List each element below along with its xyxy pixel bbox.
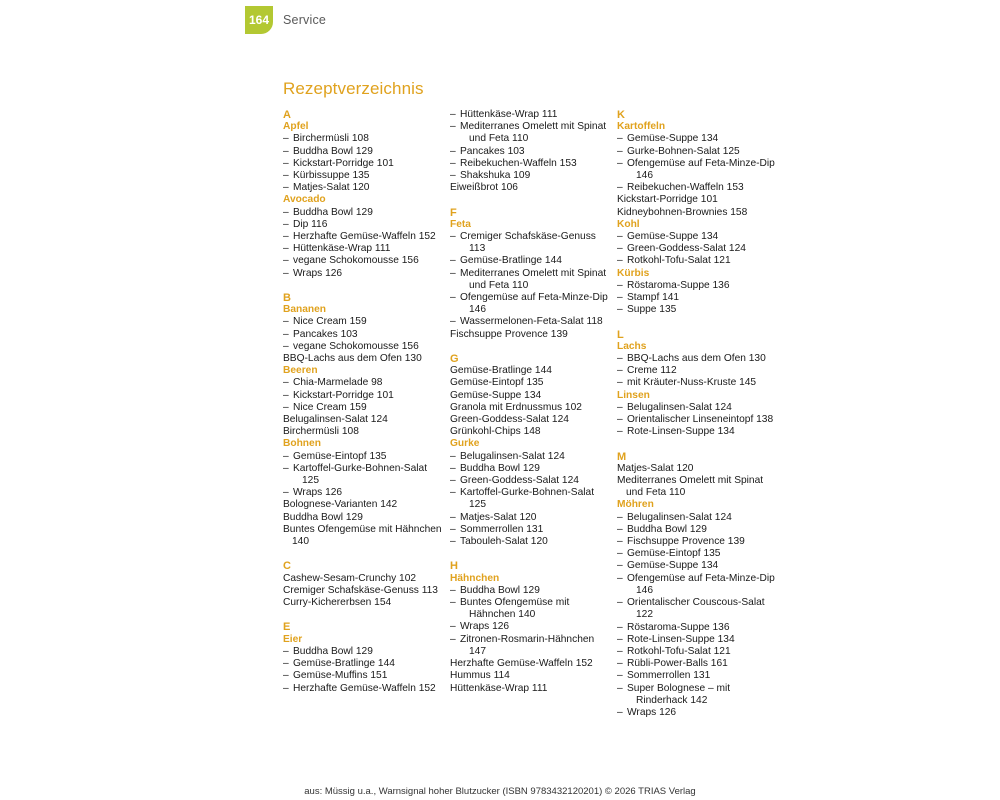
index-letter: H [450, 560, 458, 573]
dash-icon: – [283, 487, 289, 499]
dash-icon: – [283, 206, 289, 218]
index-subentry [283, 158, 443, 170]
index-subentry-text: Herzhafte Gemüse-Waffeln 152 [293, 682, 436, 694]
dash-icon: – [283, 243, 289, 255]
index-subentry-text: Röstaroma-Suppe 136 [627, 279, 730, 291]
dash-icon: – [283, 645, 289, 657]
index-subentry [283, 402, 443, 414]
dash-icon: – [283, 316, 289, 328]
index-subentry [450, 268, 610, 292]
index-subentry-text: Gemüse-Suppe 134 [627, 133, 719, 145]
index-subheading: Gurke [450, 438, 480, 450]
dash-icon: – [617, 572, 623, 584]
dash-icon: – [450, 316, 456, 328]
dash-icon: – [450, 292, 456, 304]
index-subentry [450, 109, 610, 121]
index-subentry [283, 231, 443, 243]
index-subentry-text: Rotkohl-Tofu-Salat 121 [627, 255, 731, 267]
index-subentry [283, 146, 443, 158]
index-column-2 [450, 109, 610, 695]
index-letter: E [283, 621, 291, 634]
index-subentry-text: Gemüse-Eintopf 135 [627, 548, 721, 560]
index-subheading: Möhren [617, 499, 654, 511]
index-subentry [617, 512, 777, 524]
dash-icon: – [283, 182, 289, 194]
index-subentry [617, 146, 777, 158]
index-subentry-text: Tabouleh-Salat 120 [460, 536, 548, 548]
index-subentry [283, 316, 443, 328]
dash-icon: – [617, 670, 623, 682]
index-subentry [450, 487, 610, 511]
index-subentry-text: Herzhafte Gemüse-Waffeln 152 [293, 231, 436, 243]
index-subentry-text: Gemüse-Bratlinge 144 [460, 255, 562, 267]
index-entry: Eiweißbrot 106 [450, 182, 518, 194]
dash-icon: – [450, 462, 456, 474]
dash-icon: – [450, 511, 456, 523]
index-subentry [283, 243, 443, 255]
index-subentry [617, 622, 777, 634]
index-letter: C [283, 560, 291, 573]
index-subentry [450, 597, 610, 621]
index-subentry [450, 463, 610, 475]
index-subheading: Lachs [617, 340, 647, 352]
index-subentry-text: Rotkohl-Tofu-Salat 121 [627, 645, 731, 657]
dash-icon: – [450, 255, 456, 267]
index-entry: Herzhafte Gemüse-Waffeln 152 [450, 658, 593, 670]
index-subentry [450, 634, 610, 658]
index-entry: Cremiger Schafskäse-Genuss 113 [283, 584, 438, 596]
index-subentry-text: Gemüse-Suppe 134 [627, 231, 719, 243]
index-subentry-text: Buntes Ofengemüse mit Hähnchen 140 [460, 597, 570, 621]
index-subentry [450, 475, 610, 487]
index-subentry [617, 280, 777, 292]
index-subentry-text: Mediterranes Omelett mit Spinat und Feta 110 [460, 267, 607, 291]
index-subentry-text: Matjes-Salat 120 [460, 511, 537, 523]
index-subentry [617, 536, 777, 548]
index-subentry [283, 268, 443, 280]
index-subentry-text: Wraps 126 [293, 267, 343, 279]
index-subentry [617, 255, 777, 267]
index-subentry-text: Fischsuppe Provence 139 [627, 536, 745, 548]
index-subentry [617, 365, 777, 377]
dash-icon: – [450, 584, 456, 596]
dash-icon: – [617, 511, 623, 523]
index-entry: Buntes Ofengemüse mit Hähnchen 140 [283, 523, 442, 548]
index-subentry-text: Kartoffel-Gurke-Bohnen-Salat 125 [460, 487, 595, 511]
index-entry: Gemüse-Bratlinge 144 [450, 365, 552, 377]
index-subentry [450, 316, 610, 328]
index-subentry-text: mit Kräuter-Nuss-Kruste 145 [627, 377, 757, 389]
dash-icon: – [283, 377, 289, 389]
index-subentry [283, 207, 443, 219]
index-subentry [617, 304, 777, 316]
index-subentry-text: Ofengemüse auf Feta-Minze-Dip 146 [460, 292, 608, 316]
dash-icon: – [617, 157, 623, 169]
index-subentry [283, 329, 443, 341]
index-subentry-text: Buddha Bowl 129 [460, 462, 540, 474]
index-subentry [283, 683, 443, 695]
index-entry: Belugalinsen-Salat 124 [283, 414, 388, 426]
index-subheading: Bananen [283, 304, 327, 316]
index-subentry [617, 560, 777, 572]
index-entry: Matjes-Salat 120 [617, 462, 694, 474]
page-number-tab [245, 6, 273, 34]
index-subentry-text: Stampf 141 [627, 292, 680, 304]
index-subentry-text: Buddha Bowl 129 [293, 206, 373, 218]
index-subentry [283, 255, 443, 267]
dash-icon: – [617, 231, 623, 243]
index-entry: Granola mit Erdnussmus 102 [450, 401, 582, 413]
index-subentry-text: Cremiger Schafskäse-Genuss 113 [460, 231, 596, 255]
index-entry: Hüttenkäse-Wrap 111 [450, 682, 548, 694]
index-subentry [617, 524, 777, 536]
index-subentry [450, 255, 610, 267]
dash-icon: – [283, 145, 289, 157]
index-subentry-text: vegane Schokomousse 156 [293, 255, 419, 267]
index-subentry [283, 170, 443, 182]
index-subentry-text: Rote-Linsen-Suppe 134 [627, 633, 735, 645]
index-subentry-text: Buddha Bowl 129 [293, 645, 373, 657]
index-subentry-text: Super Bolognese – mit Rinderhack 142 [627, 682, 731, 706]
index-entry: Bolognese-Varianten 142 [283, 499, 398, 511]
index-letter: L [617, 328, 624, 341]
index-entry: Gemüse-Eintopf 135 [450, 377, 544, 389]
index-subentry [450, 536, 610, 548]
dash-icon: – [617, 548, 623, 560]
index-subheading: Kartoffeln [617, 121, 666, 133]
index-subheading: Kohl [617, 218, 640, 230]
index-subentry [283, 646, 443, 658]
index-entry: Kickstart-Porridge 101 [617, 194, 718, 206]
index-subentry-text: Gemüse-Suppe 134 [627, 560, 719, 572]
index-subentry [617, 634, 777, 646]
index-subentry-text: Belugalinsen-Salat 124 [460, 450, 565, 462]
dash-icon: – [617, 523, 623, 535]
index-subentry-text: Sommerrollen 131 [460, 523, 544, 535]
index-subentry-text: Orientalischer Linseneintopf 138 [627, 414, 774, 426]
index-entry: Curry-Kichererbsen 154 [283, 597, 392, 609]
index-subentry [283, 487, 443, 499]
dash-icon: – [283, 170, 289, 182]
index-subentry [450, 585, 610, 597]
index-subentry-text: Nice Cream 159 [293, 401, 367, 413]
index-subentry-text: Ofengemüse auf Feta-Minze-Dip 146 [627, 157, 775, 182]
index-subentry [283, 463, 443, 487]
dash-icon: – [283, 267, 289, 279]
dash-icon: – [617, 536, 623, 548]
index-subentry-text: Sommerrollen 131 [627, 670, 711, 682]
index-letter: B [283, 292, 291, 305]
dash-icon: – [283, 389, 289, 401]
index-subentry-text: Shakshuka 109 [460, 170, 531, 182]
index-subentry [617, 133, 777, 145]
dash-icon: – [283, 658, 289, 670]
index-subheading: Linsen [617, 389, 650, 401]
section-title: Service [283, 13, 327, 27]
dash-icon: – [450, 621, 456, 633]
index-entry: BBQ-Lachs aus dem Ofen 130 [283, 353, 422, 365]
index-subentry [617, 548, 777, 560]
dash-icon: – [283, 328, 289, 340]
index-subentry-text: Hüttenkäse-Wrap 111 [293, 243, 391, 255]
index-subheading: Hähnchen [450, 572, 500, 584]
index-subentry [617, 158, 777, 182]
dash-icon: – [617, 401, 623, 413]
index-subentry [283, 133, 443, 145]
index-entry: Mediterranes Omelett mit Spinat und Feta 110 [617, 475, 764, 499]
dash-icon: – [283, 255, 289, 267]
index-subentry-text: Kickstart-Porridge 101 [293, 157, 394, 169]
index-entry: Cashew-Sesam-Crunchy 102 [283, 572, 417, 584]
index-letter: G [450, 353, 459, 366]
index-subentry-text: Buddha Bowl 129 [627, 523, 707, 535]
index-entry: Gemüse-Suppe 134 [450, 389, 542, 401]
dash-icon: – [450, 475, 456, 487]
dash-icon: – [617, 377, 623, 389]
index-subentry [450, 292, 610, 316]
index-subentry [617, 292, 777, 304]
dash-icon: – [283, 462, 289, 474]
index-subentry-text: Kürbissuppe 135 [293, 170, 370, 182]
index-subentry-text: Mediterranes Omelett mit Spinat und Feta 110 [460, 121, 607, 145]
index-subentry-text: Nice Cream 159 [293, 316, 367, 328]
index-letter: F [450, 206, 457, 219]
index-subentry [617, 182, 777, 194]
index-subentry-text: Rote-Linsen-Suppe 134 [627, 426, 735, 438]
dash-icon: – [283, 670, 289, 682]
dash-icon: – [617, 706, 623, 718]
index-entry: Hummus 114 [450, 670, 510, 682]
index-subentry-text: Chia-Marmelade 98 [293, 377, 383, 389]
index-subentry-text: vegane Schokomousse 156 [293, 340, 419, 352]
dash-icon: – [283, 682, 289, 694]
source-footer: aus: Müssig u.a., Warnsignal hoher Blutzucker (ISBN 9783432120201) © 2026 TRIAS Verlag [304, 786, 696, 797]
index-subentry-text: Zitronen-Rosmarin-Hähnchen 147 [460, 633, 595, 657]
index-subentry-text: Green-Goddess-Salat 124 [627, 243, 746, 255]
dash-icon: – [617, 597, 623, 609]
index-subentry-text: Gemüse-Muffins 151 [293, 670, 388, 682]
page-number: 164 [248, 13, 270, 27]
dash-icon: – [450, 536, 456, 548]
index-subentry-text: Wraps 126 [627, 706, 677, 718]
index-subentry-text: Suppe 135 [627, 304, 677, 316]
index-column-3 [617, 109, 777, 719]
dash-icon: – [450, 231, 456, 243]
dash-icon: – [617, 682, 623, 694]
index-subentry [450, 146, 610, 158]
index-subentry [617, 646, 777, 658]
index-subentry [450, 121, 610, 145]
index-subentry [283, 377, 443, 389]
dash-icon: – [617, 255, 623, 267]
dash-icon: – [617, 426, 623, 438]
dash-icon: – [617, 279, 623, 291]
dash-icon: – [450, 597, 456, 609]
index-subentry-text: Dip 116 [293, 218, 328, 230]
index-letter: K [617, 109, 625, 121]
index-entry: Grünkohl-Chips 148 [450, 426, 541, 438]
dash-icon: – [450, 109, 456, 120]
dash-icon: – [450, 145, 456, 157]
dash-icon: – [283, 450, 289, 462]
dash-icon: – [617, 365, 623, 377]
index-subentry-text: Reibekuchen-Waffeln 153 [460, 157, 577, 169]
index-column-1 [283, 109, 443, 695]
index-subentry [283, 658, 443, 670]
index-entry: Fischsuppe Provence 139 [450, 328, 568, 340]
dash-icon: – [617, 414, 623, 426]
index-subentry [617, 377, 777, 389]
dash-icon: – [283, 133, 289, 145]
dash-icon: – [450, 487, 456, 499]
index-subentry-text: Gurke-Bohnen-Salat 125 [627, 145, 740, 157]
index-subentry-text: Birchermüsli 108 [293, 133, 369, 145]
dash-icon: – [450, 121, 456, 133]
dash-icon: – [617, 645, 623, 657]
index-entry: Buddha Bowl 129 [283, 511, 363, 523]
dash-icon: – [617, 182, 623, 194]
index-subheading: Apfel [283, 121, 309, 133]
index-subentry [450, 621, 610, 633]
dash-icon: – [450, 450, 456, 462]
index-subentry-text: Ofengemüse auf Feta-Minze-Dip 146 [627, 572, 775, 596]
index-subentry-text: Reibekuchen-Waffeln 153 [627, 182, 744, 194]
index-subentry-text: BBQ-Lachs aus dem Ofen 130 [627, 353, 766, 365]
dash-icon: – [450, 633, 456, 645]
index-subentry [617, 658, 777, 670]
dash-icon: – [617, 292, 623, 304]
index-subentry [283, 390, 443, 402]
dash-icon: – [450, 170, 456, 182]
index-subentry-text: Kickstart-Porridge 101 [293, 389, 394, 401]
index-subentry-text: Matjes-Salat 120 [293, 182, 370, 194]
index-subentry-text: Buddha Bowl 129 [460, 584, 540, 596]
index-letter: A [283, 109, 291, 121]
index-entry: Green-Goddess-Salat 124 [450, 414, 569, 426]
index-subheading: Bohnen [283, 438, 321, 450]
index-subheading: Feta [450, 218, 471, 230]
index-subentry-text: Gemüse-Eintopf 135 [293, 450, 387, 462]
dash-icon: – [450, 267, 456, 279]
index-subentry [450, 524, 610, 536]
index-subheading: Beeren [283, 365, 318, 377]
index-subentry-text: Wraps 126 [460, 621, 510, 633]
dash-icon: – [617, 243, 623, 255]
index-subentry [617, 402, 777, 414]
index-subentry [283, 451, 443, 463]
index-subentry-text: Kartoffel-Gurke-Bohnen-Salat 125 [293, 462, 428, 487]
index-subentry [617, 353, 777, 365]
index-subheading: Eier [283, 633, 303, 645]
index-subentry [283, 219, 443, 231]
index-subentry [617, 670, 777, 682]
index-subentry-text: Buddha Bowl 129 [293, 145, 373, 157]
index-subentry-text: Green-Goddess-Salat 124 [460, 475, 579, 487]
index-subentry [450, 170, 610, 182]
index-subentry-text: Hüttenkäse-Wrap 111 [460, 109, 558, 120]
dash-icon: – [283, 401, 289, 413]
dash-icon: – [617, 304, 623, 316]
index-subentry-text: Orientalischer Couscous-Salat 122 [627, 597, 765, 621]
dash-icon: – [283, 157, 289, 169]
page-title: Rezeptverzeichnis [283, 79, 424, 98]
index-subentry [450, 158, 610, 170]
index-subentry-text: Creme 112 [627, 365, 677, 377]
index-subentry-text: Wraps 126 [293, 487, 343, 499]
dash-icon: – [283, 231, 289, 243]
dash-icon: – [283, 340, 289, 352]
index-entry: Kidneybohnen-Brownies 158 [617, 206, 748, 218]
index-subentry [617, 707, 777, 719]
dash-icon: – [617, 145, 623, 157]
index-subentry [617, 243, 777, 255]
index-subheading: Avocado [283, 194, 326, 206]
index-subentry [283, 182, 443, 194]
index-subentry [617, 414, 777, 426]
dash-icon: – [617, 560, 623, 572]
index-subentry-text: Pancakes 103 [293, 328, 358, 340]
index-subentry-text: Röstaroma-Suppe 136 [627, 621, 730, 633]
dash-icon: – [617, 133, 623, 145]
index-subentry [283, 670, 443, 682]
index-letter: M [617, 450, 627, 463]
index-subentry [450, 231, 610, 255]
dash-icon: – [450, 157, 456, 169]
index-subentry-text: Rübli-Power-Balls 161 [627, 658, 728, 670]
index-subentry-text: Belugalinsen-Salat 124 [627, 511, 732, 523]
index-subentry-text: Wassermelonen-Feta-Salat 118 [460, 316, 603, 328]
dash-icon: – [617, 621, 623, 633]
index-subheading: Kürbis [617, 267, 650, 279]
index-subentry [617, 231, 777, 243]
dash-icon: – [283, 218, 289, 230]
index-entry: Birchermüsli 108 [283, 426, 359, 438]
index-subentry [617, 683, 777, 707]
index-subentry-text: Belugalinsen-Salat 124 [627, 401, 732, 413]
index-subentry [617, 597, 777, 621]
dash-icon: – [617, 353, 623, 365]
index-subentry [617, 573, 777, 597]
index-subentry [450, 451, 610, 463]
index-subentry-text: Gemüse-Bratlinge 144 [293, 658, 395, 670]
dash-icon: – [617, 633, 623, 645]
index-subentry-text: Pancakes 103 [460, 145, 525, 157]
index-subentry [283, 341, 443, 353]
dash-icon: – [617, 658, 623, 670]
index-subentry [617, 426, 777, 438]
dash-icon: – [450, 523, 456, 535]
index-subentry [450, 512, 610, 524]
